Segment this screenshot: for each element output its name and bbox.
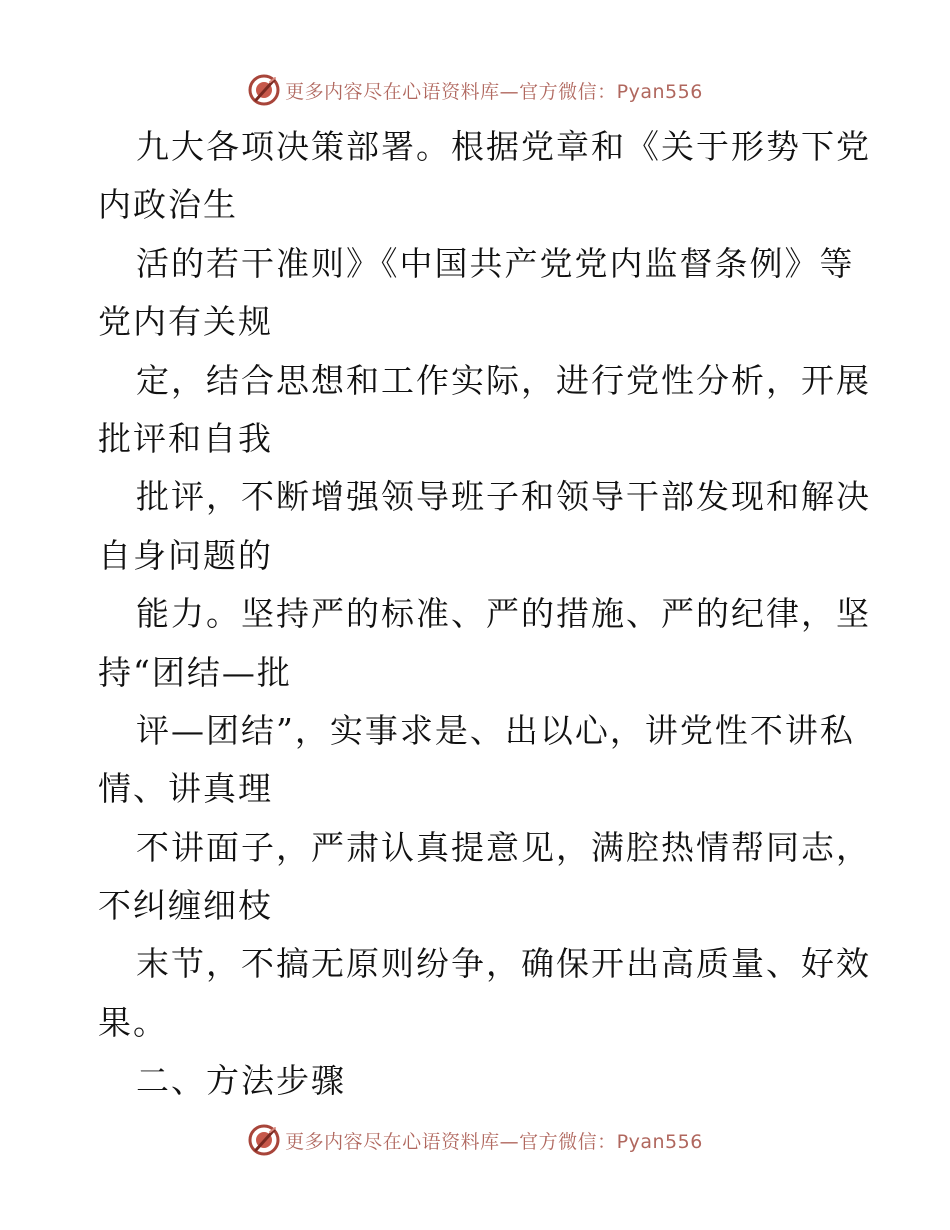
- body-line: 能力。坚持严的标准、严的措施、严的纪律，坚: [136, 594, 871, 634]
- body-line: 不纠缠细枝: [98, 886, 273, 926]
- header-banner-text: 更多内容尽在心语资料库—官方微信：Pyan556: [285, 80, 703, 103]
- header-banner: [0, 70, 950, 110]
- body-line: 不讲面子，严肃认真提意见，满腔热情帮同志，: [136, 827, 871, 867]
- body-line: 内政治生: [98, 185, 238, 225]
- body-line: 末节，不搞无原则纷争，确保开出高质量、好效: [136, 944, 871, 984]
- body-line: 活的若干准则》《中国共产党党内监督条例》等: [136, 243, 855, 283]
- body-line: 自身问题的: [98, 535, 273, 575]
- section-heading: 二、方法步骤: [136, 1061, 346, 1101]
- body-line: 持“团结—批: [98, 652, 292, 692]
- body-line: 党内有关规: [98, 302, 273, 342]
- seal-pen-icon: [247, 1123, 281, 1157]
- body-line: 情、讲真理: [98, 769, 273, 809]
- body-line: 批评，不断增强领导班子和领导干部发现和解决: [136, 477, 871, 517]
- body-line: 评—团结”，实事求是、出以心，讲党性不讲私: [136, 710, 855, 750]
- footer-banner: [0, 1120, 950, 1160]
- body-line: 批评和自我: [98, 418, 273, 458]
- document-body: [98, 118, 871, 1111]
- body-line: 九大各项决策部署。根据党章和《关于形势下党: [136, 127, 871, 166]
- body-line: 定，结合思想和工作实际，进行党性分析，开展: [136, 360, 871, 400]
- footer-banner-text: 更多内容尽在心语资料库—官方微信：Pyan556: [285, 1130, 703, 1153]
- seal-pen-icon: [247, 73, 281, 107]
- body-line: 果。: [98, 1002, 168, 1042]
